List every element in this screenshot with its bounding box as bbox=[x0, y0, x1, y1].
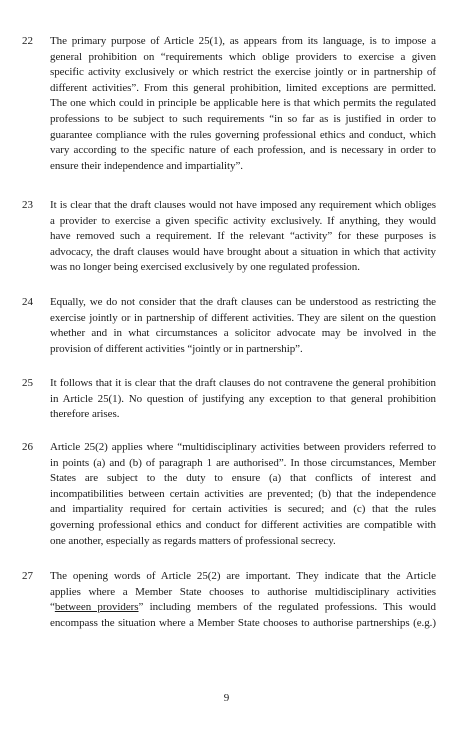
text-line: in points (a) and (b) of paragraph 1 are authorised”. In those circumstances, Member bbox=[50, 456, 436, 469]
text-line: The opening words of Article 25(2) are important. They indicate that the Article bbox=[50, 570, 436, 582]
text-line: “between providers” including members of the regulated professions. This would bbox=[50, 601, 436, 614]
text-line: encompass the situation where a Member State chooses to authorise partnerships (e.g.) bbox=[50, 616, 436, 629]
text-line: different activities”. From this general prohibition, limited exceptions are permitted. bbox=[50, 81, 436, 94]
paragraph-number: 27 bbox=[22, 570, 33, 582]
text-line: advocacy, the draft clauses would have brought about a situation in which that activity bbox=[50, 245, 436, 258]
text-line: ensure their independence and impartiality”. bbox=[50, 159, 243, 172]
text-line: provision of different activities “jointly or in partnership”. bbox=[50, 342, 303, 355]
text-line: The primary purpose of Article 25(1), as appears from its language, is to impose a bbox=[50, 35, 436, 47]
paragraph-number: 24 bbox=[22, 296, 33, 308]
text-line: general prohibition on “requirements which oblige providers to exercise a given bbox=[50, 50, 436, 63]
text-line: States are subject to the duty to ensure (a) that conflicts of interest and bbox=[50, 472, 436, 485]
text-line: It follows that it is clear that the draft clauses do not contravene the general prohibition bbox=[50, 377, 436, 389]
text-line: have removed such a requirement. If the relevant “activity” for these purposes is bbox=[50, 230, 436, 243]
text-line: applies where a Member State chooses to authorise multidisciplinary activities bbox=[50, 585, 436, 598]
text-line: vary according to the specific nature of each profession, and is necessary in order to bbox=[50, 144, 436, 157]
text-line: governing professional ethics and conduct for different activities are compatible with bbox=[50, 518, 436, 531]
text-line: whether and in what circumstances a solicitor advocate may be involved in the bbox=[50, 327, 436, 340]
text-line: and impartiality required for certain activities is secured; and (c) that the rules bbox=[50, 503, 436, 516]
text-line: a provider to exercise a given specific activity exclusively. If anything, they would bbox=[50, 214, 436, 227]
paragraph-number: 22 bbox=[22, 35, 33, 47]
text-line: incompatibilities between certain activities are prevented; (b) that the independence bbox=[50, 487, 436, 500]
paragraph-number: 25 bbox=[22, 377, 33, 389]
page-number: 9 bbox=[223, 692, 230, 704]
text-line: one another, especially as regards matters of professional secrecy. bbox=[50, 534, 336, 547]
text-line: Equally, we do not consider that the draft clauses can be understood as restricting the bbox=[50, 296, 436, 308]
paragraph-text bbox=[50, 295, 436, 357]
text-line: The one which could in principle be applicable here is that which permits the regulated bbox=[50, 97, 436, 110]
paragraph-text bbox=[50, 440, 436, 549]
text-line: It is clear that the draft clauses would not have imposed any requirement which obliges bbox=[50, 199, 436, 211]
paragraph-number: 23 bbox=[22, 199, 33, 211]
text-line: professions to be subject to such requirements “in so far as is justified in order to bbox=[50, 112, 436, 125]
text-line: was no longer being exercised exclusively by one regulated profession. bbox=[50, 261, 360, 274]
paragraph-text bbox=[50, 34, 436, 174]
text-line: specific activity exclusively or which restrict the exercise jointly or in partnership of bbox=[50, 66, 436, 79]
paragraph-number: 26 bbox=[22, 441, 33, 453]
text-line: in Article 25(1). No question of justifying any exception to that general prohibition bbox=[50, 392, 436, 405]
paragraph-text bbox=[50, 569, 436, 631]
text-line: Article 25(2) applies where “multidisciplinary activities between providers referred to bbox=[50, 441, 436, 453]
text-line: therefore arises. bbox=[50, 408, 120, 421]
text-line: exercise jointly or in partnership of different activities. They are silent on the question bbox=[50, 311, 436, 324]
paragraph-text bbox=[50, 198, 436, 276]
paragraph-text bbox=[50, 376, 436, 423]
text-line: guarantee compliance with the rules governing professional ethics and conduct, which bbox=[50, 128, 436, 141]
